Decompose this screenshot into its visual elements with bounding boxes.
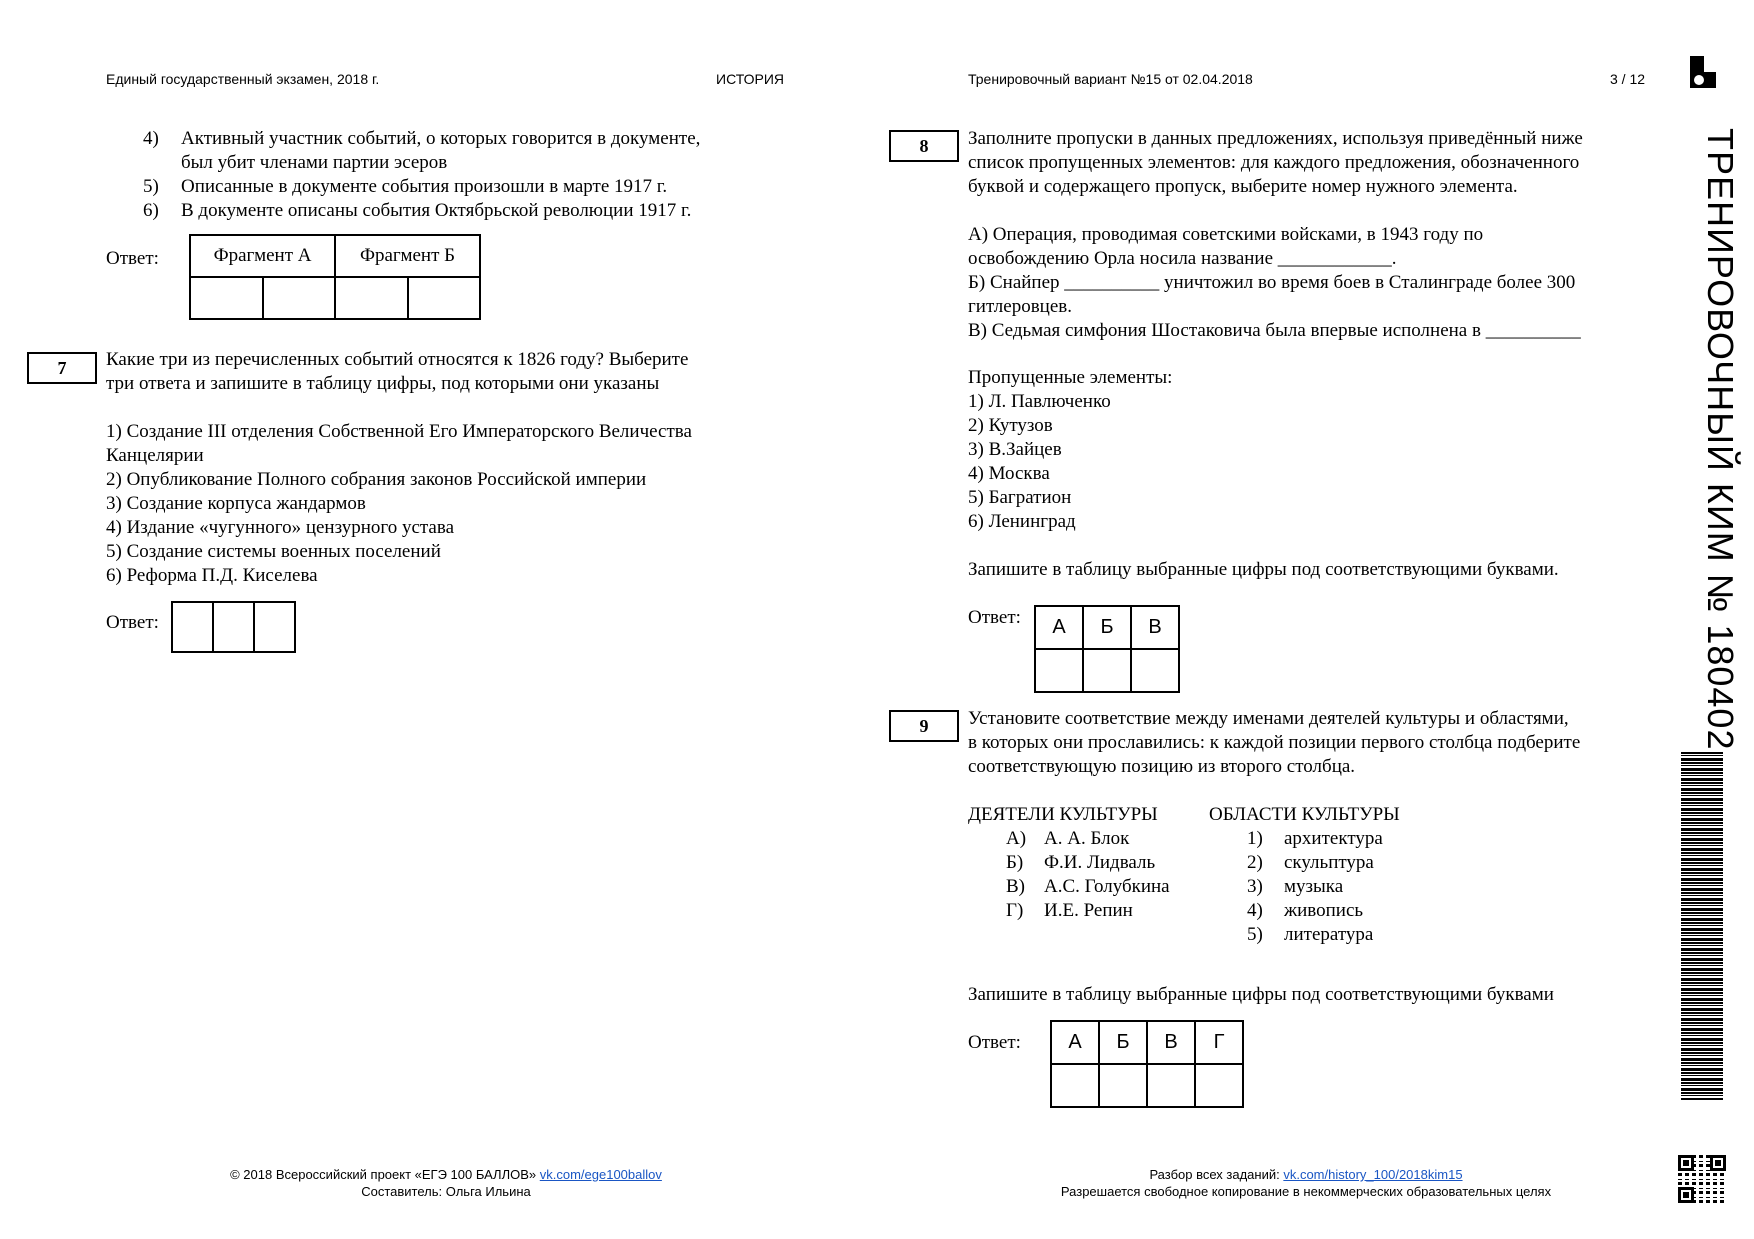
person-name: Ф.И. Лидваль (1044, 852, 1156, 873)
person-letter: Б) (1006, 852, 1024, 873)
question-8-text: буквой и содержащего пропуск, выберите номер нужного элемента. (968, 176, 1518, 197)
footer-right (1006, 1167, 1606, 1182)
list-item-num: 6) (143, 200, 159, 221)
area-name: музыка (1284, 876, 1344, 897)
sentence-item: Б) Снайпер __________ уничтожил во время боев в Сталинграде более 300 (968, 272, 1576, 293)
question-number-9: 9 (889, 710, 959, 742)
column-title-areas: ОБЛАСТИ КУЛЬТУРЫ (1209, 804, 1400, 825)
list-item: Активный участник событий, о которых говорится в документе, (181, 128, 701, 149)
answer-cell[interactable] (335, 277, 407, 319)
footer-copyright: Разрешается свободное копирование в некоммерческих образовательных целях (1060, 1184, 1552, 1199)
question-number-8: 8 (889, 130, 959, 162)
question-9-text: соответствующую позицию из второго столбца. (968, 756, 1356, 777)
question-8-text: Заполните пропуски в данных предложениях, используя приведённый ниже (968, 128, 1583, 149)
answer-letter: А (1051, 1021, 1099, 1064)
answer-cell[interactable] (1083, 649, 1131, 692)
person-letter: В) (1006, 876, 1025, 897)
q8-answer-table (1034, 605, 1180, 693)
answer-letter: Г (1195, 1021, 1243, 1064)
instruction-text: Запишите в таблицу выбранные цифры под соответствующими буквами. (968, 559, 1559, 580)
answer-letter: Б (1083, 606, 1131, 649)
sentence-item: гитлеровцев. (968, 296, 1072, 317)
list-item-num: 5) (143, 176, 159, 197)
person-name: А.С. Голубкина (1044, 876, 1170, 897)
q9-answer-table (1050, 1020, 1244, 1108)
area-num: 3) (1247, 876, 1263, 897)
question-9-text: Установите соответствие между именами деятелей культуры и областями, (968, 708, 1569, 729)
footer-review-link[interactable]: vk.com/history_100/2018kim15 (1283, 1167, 1463, 1182)
side-vertical-title: ТРЕНИРОВОЧНЫЙ КИМ № 180402 (1700, 128, 1741, 751)
fragment-a-header: Фрагмент А (190, 235, 335, 277)
answer-label: Ответ: (968, 607, 1021, 628)
option-item: 5) Создание системы военных поселений (106, 541, 441, 562)
footer-project-text: © 2018 Всероссийский проект «ЕГЭ 100 БАЛЛОВ» (230, 1167, 540, 1182)
list-item: В документе описаны события Октябрьской революции 1917 г. (181, 200, 692, 221)
answer-cell[interactable] (1195, 1064, 1243, 1107)
fragment-b-header: Фрагмент Б (335, 235, 480, 277)
footer-left (196, 1167, 696, 1182)
option-item: 6) Реформа П.Д. Киселева (106, 565, 318, 586)
person-letter: А) (1006, 828, 1027, 849)
answer-letter: В (1147, 1021, 1195, 1064)
page-number: 3 / 12 (1610, 71, 1646, 87)
qr-code-icon (1678, 1155, 1726, 1203)
answer-cell[interactable] (254, 602, 295, 652)
person-letter: Г) (1006, 900, 1024, 921)
sentence-item: А) Операция, проводимая советскими войсками, в 1943 году по (968, 224, 1484, 245)
area-name: скульптура (1284, 852, 1374, 873)
missing-item: 5) Багратион (968, 487, 1072, 508)
answer-cell[interactable] (263, 277, 336, 319)
area-name: литература (1284, 924, 1374, 945)
answer-cell[interactable] (213, 602, 254, 652)
answer-label: Ответ: (968, 1032, 1021, 1053)
q7-answer-table (171, 601, 296, 653)
instruction-text: Запишите в таблицу выбранные цифры под соответствующими буквами (968, 984, 1554, 1005)
answer-cell[interactable] (1051, 1064, 1099, 1107)
answer-cell[interactable] (190, 277, 263, 319)
option-item: 4) Издание «чугунного» цензурного устава (106, 517, 455, 538)
footer-project-link[interactable]: vk.com/ege100ballov (539, 1167, 662, 1182)
list-item: Описанные в документе события произошли в марте 1917 г. (181, 176, 668, 197)
question-9-text: в которых они прославились: к каждой позиции первого столбца подберите (968, 732, 1581, 753)
person-name: А. А. Блок (1044, 828, 1130, 849)
question-7-text: Какие три из перечисленных событий относятся к 1826 году? Выберите (106, 349, 689, 370)
area-num: 2) (1247, 852, 1263, 873)
area-name: живопись (1284, 900, 1364, 921)
answer-letter: А (1035, 606, 1083, 649)
answer-cell[interactable] (408, 277, 480, 319)
option-item: 3) Создание корпуса жандармов (106, 493, 366, 514)
area-num: 4) (1247, 900, 1263, 921)
subject-title: ИСТОРИЯ (716, 71, 785, 87)
missing-elements-title: Пропущенные элементы: (968, 367, 1173, 388)
area-name: архитектура (1284, 828, 1383, 849)
column-title-persons: ДЕЯТЕЛИ КУЛЬТУРЫ (968, 804, 1158, 825)
footer-review-text: Разбор всех заданий: (1149, 1167, 1284, 1182)
answer-label: Ответ: (106, 248, 159, 269)
sentence-item: В) Седьмая симфония Шостаковича была впервые исполнена в __________ (968, 320, 1581, 341)
area-num: 5) (1247, 924, 1263, 945)
question-number-7: 7 (27, 352, 97, 384)
sentence-item: освобождению Орла носила название ____________. (968, 248, 1397, 269)
question-7-text: три ответа и запишите в таблицу цифры, под которыми они указаны (106, 373, 660, 394)
answer-label: Ответ: (106, 612, 159, 633)
answer-cell[interactable] (1099, 1064, 1147, 1107)
missing-item: 2) Кутузов (968, 415, 1053, 436)
exam-title: Единый государственный экзамен, 2018 г. (106, 71, 380, 87)
answer-cell[interactable] (172, 602, 213, 652)
option-item: 1) Создание III отделения Собственной Его Императорского Величества (106, 421, 692, 442)
answer-letter: Б (1099, 1021, 1147, 1064)
answer-cell[interactable] (1131, 649, 1179, 692)
list-item-num: 4) (143, 128, 159, 149)
answer-cell[interactable] (1147, 1064, 1195, 1107)
person-name: И.Е. Репин (1044, 900, 1133, 921)
area-num: 1) (1247, 828, 1263, 849)
answer-letter: В (1131, 606, 1179, 649)
footer-author: Составитель: Ольга Ильина (361, 1184, 531, 1199)
fragment-answer-table (189, 234, 481, 320)
barcode-icon (1681, 752, 1723, 1100)
question-8-text: список пропущенных элементов: для каждого предложения, обозначенного (968, 152, 1580, 173)
missing-item: 4) Москва (968, 463, 1050, 484)
missing-item: 6) Ленинград (968, 511, 1076, 532)
answer-cell[interactable] (1035, 649, 1083, 692)
list-item: был убит членами партии эсеров (181, 152, 448, 173)
missing-item: 1) Л. Павлюченко (968, 391, 1111, 412)
missing-item: 3) В.Зайцев (968, 439, 1062, 460)
option-item: 2) Опубликование Полного собрания законов Российской империи (106, 469, 647, 490)
option-item: Канцелярии (106, 445, 204, 466)
logo-icon (1690, 56, 1716, 88)
variant-title: Тренировочный вариант №15 от 02.04.2018 (968, 71, 1253, 87)
